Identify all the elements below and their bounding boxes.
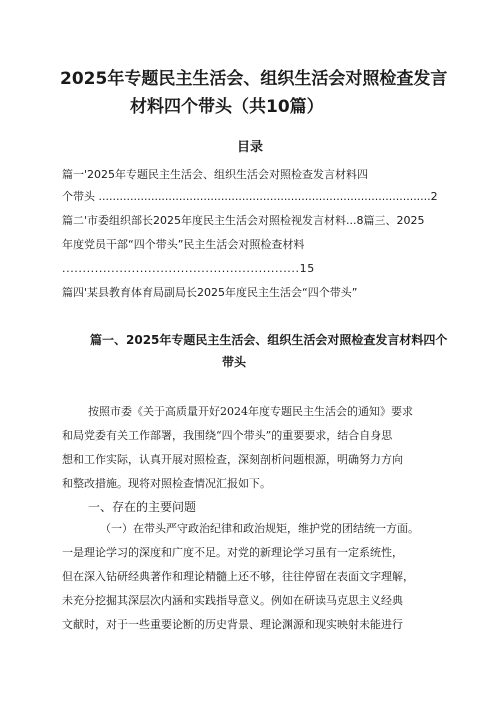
section-heading-line2: 带头 xyxy=(222,355,247,369)
toc-entry-2-line1[interactable]: 篇二'市委组织部长2025年度民主生活会对照检视发言材料...8篇三、2025 xyxy=(62,214,425,227)
intro-paragraph-line1: 按照市委《关于高质量开好2024年度专题民主生活会的通知》要求 xyxy=(88,405,413,418)
toc-entry-2-line3[interactable]: ..........................................................15 xyxy=(62,262,315,275)
subheading-main-problems: 一、存在的主要问题 xyxy=(88,500,197,514)
content-paragraph-line2: 一是理论学习的深度和广度不足。对党的新理论学习虽有一定系统性， xyxy=(62,546,403,559)
intro-paragraph-line3: 想和工作实际，认真开展对照检查，深刻剖析问题根源，明确努力方向 xyxy=(62,453,403,466)
toc-heading: 目录 xyxy=(236,140,263,155)
content-paragraph-line1: （一）在带头严守政治纪律和政治规矩，维护党的团结统一方面。 xyxy=(100,522,419,535)
document-title-line2: 材料四个带头（共10篇） xyxy=(130,97,324,117)
toc-entry-2-line2[interactable]: 年度党员干部“四个带头”民主生活会对照检查材料 xyxy=(62,238,305,251)
toc-entry-1-line1[interactable]: 篇一'2025年专题民主生活会、组织生活会对照检查发言材料四 xyxy=(62,168,369,181)
document-title-line1: 2025年专题民主生活会、组织生活会对照检查发言 xyxy=(60,69,448,89)
content-paragraph-line3: 但在深入钻研经典著作和理论精髓上还不够，往往停留在表面文字理解， xyxy=(62,570,414,583)
toc-entry-1-line2[interactable]: 个带头 ...............................................................................................2 xyxy=(62,190,438,203)
intro-paragraph-line4: 和整改措施。现将对照检查情况汇报如下。 xyxy=(62,477,271,490)
section-heading-line1: 篇一、2025年专题民主生活会、组织生活会对照检查发言材料四个 xyxy=(90,333,448,347)
content-paragraph-line5: 文献时，对于一些重要论断的历史背景、理论渊源和现实映射未能进行 xyxy=(62,618,403,631)
toc-entry-4[interactable]: 篇四'某县教育体育局副局长2025年度民主生活会“四个带头” xyxy=(62,286,358,299)
content-paragraph-line4: 未充分挖掘其深层次内涵和实践指导意义。例如在研读马克思主义经典 xyxy=(62,594,403,607)
intro-paragraph-line2: 和局党委有关工作部署，我围绕“四个带头”的重要要求，结合自身思 xyxy=(62,429,393,442)
